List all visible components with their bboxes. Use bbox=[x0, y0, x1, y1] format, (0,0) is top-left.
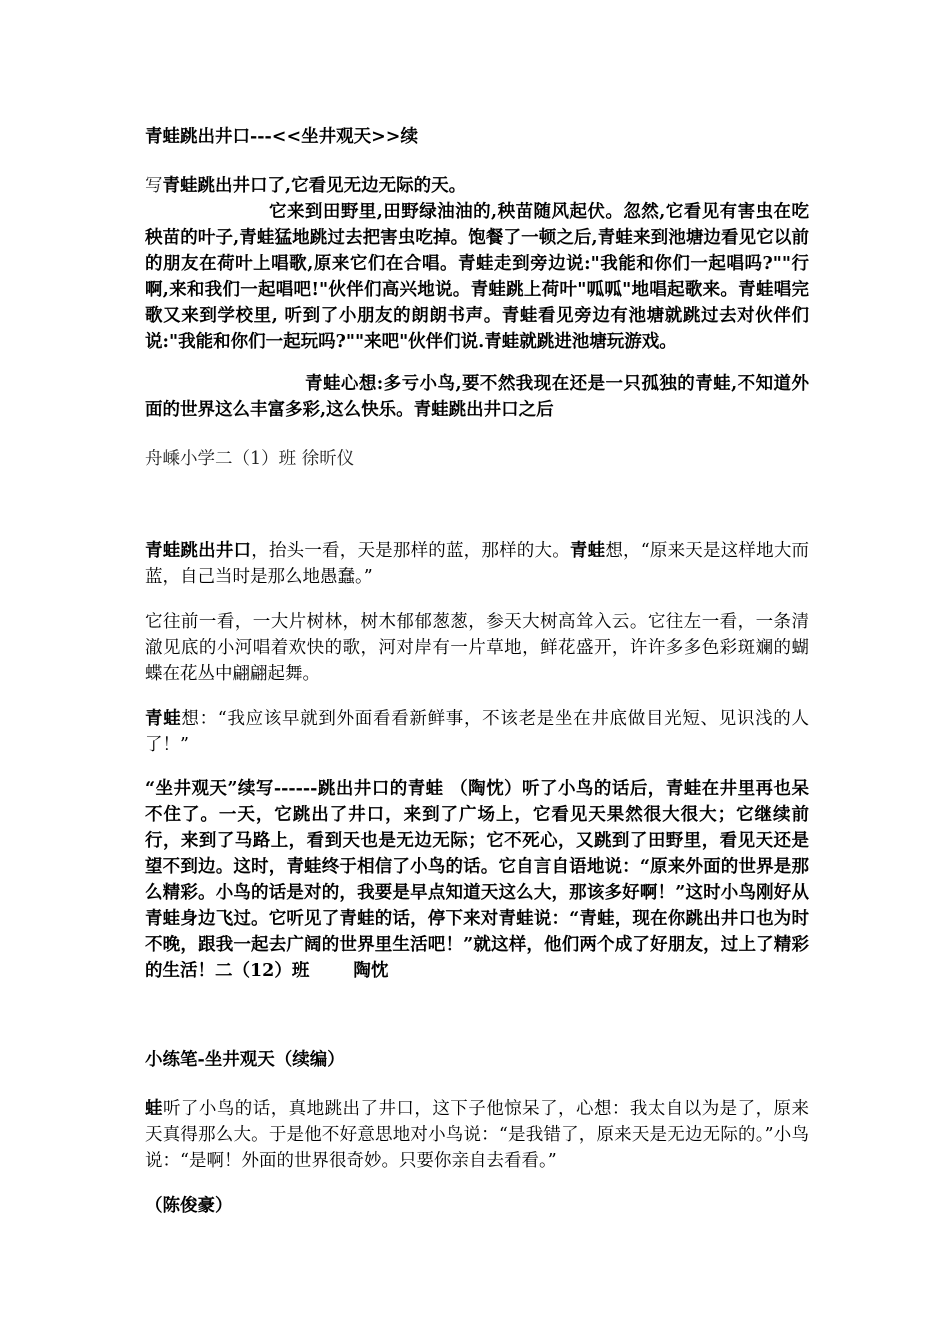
section2-p3-rest: 想：“我应该早就到外面看看新鲜事，不该老是坐在井底做目光短、见识浅的人了！” bbox=[145, 709, 810, 755]
section4-paragraph bbox=[145, 1096, 809, 1174]
section2-p1-bold: 青蛙跳出井口 bbox=[145, 541, 252, 561]
section1-paragraph-1: 它来到田野里,田野绿油油的,秧苗随风起伏。忽然,它看见有害虫在吃秧苗的叶子,青蛙猛地跳过去把害虫吃掉。饱餐了一顿之后,青蛙来到池塘边看见它以前的朋友在荷叶上唱歌,原来它们在合唱。青蛙走到旁边说:"我能和你们一起唱吗?""行啊,来和我们一起唱吧!"伙伴们高兴地说。青蛙跳上荷叶"呱呱"地唱起歌来。青蛙唱完歌又来到学校里, 听到了小朋友的朗朗书声。青蛙看见旁边有池塘就跳过去对伙伴们说:"我能和你们一起玩吗?""来吧"伙伴们说.青蛙就跳进池塘玩游戏。 bbox=[145, 202, 809, 352]
section4-author: （陈俊豪） bbox=[145, 1196, 233, 1216]
section1-paragraph-2: 青蛙心想:多亏小鸟,要不然我现在还是一只孤独的青蛙,不知道外面的世界这么丰富多彩,这么快乐。青蛙跳出井口之后 bbox=[145, 374, 809, 420]
section4-p1-rest: 听了小鸟的话，真地跳出了井口，这下子他惊呆了，心想：我太自以为是了，原来天真得那么大。于是他不好意思地对小鸟说：“是我错了，原来天是无边无际的。”小鸟说：“是啊！外面的世界很奇妙。只要你亲自去看看。” bbox=[145, 1099, 810, 1171]
section2-p3-bold: 青蛙 bbox=[145, 709, 182, 729]
section3-signature: 陶忱 bbox=[353, 961, 389, 981]
section1-title: 青蛙跳出井口---<<坐井观天>>续 bbox=[145, 127, 418, 147]
section2-paragraph-1 bbox=[145, 538, 809, 590]
section1-first-line bbox=[145, 173, 809, 199]
section2-paragraph-3 bbox=[145, 706, 809, 758]
section2-paragraph-2: 它往前一看，一大片树林，树木郁郁葱葱，参天大树高耸入云。它往左一看，一条清澈见底的小河唱着欢快的歌，河对岸有一片草地，鲜花盛开，许许多多色彩斑斓的蝴蝶在花丛中翩翩起舞。 bbox=[145, 612, 809, 684]
section4-title: 小练笔-坐井观天（续编） bbox=[145, 1050, 345, 1070]
section1-first-line-text: 青蛙跳出井口了,它看见无边无际的天。 bbox=[162, 176, 467, 196]
section2-p1-bold2: 青蛙 bbox=[569, 541, 606, 561]
section2-p1-rest: 想，“原来天是这样地大而蓝，自己当时是那么地愚蠢。” bbox=[145, 541, 810, 587]
section3-paragraph bbox=[145, 776, 809, 984]
section4-p1-bold: 蛙 bbox=[145, 1099, 163, 1119]
section3-text: “坐井观天”续写------跳出井口的青蛙 （陶忱）听了小鸟的话后，青蛙在井里再也呆不住了。一天，它跳出了井口，来到了广场上，它看见天果然很大很大；它继续前行，来到了马路上，看到天也是无边无际；它不死心，又跳到了田野里，看见天还是望不到边。这时，青蛙终于相信了小鸟的话。它自言自语地说：“原来外面的世界是那么精彩。小鸟的话是对的，我要是早点知道天这么大，那该多好啊！”这时小鸟刚好从青蛙身边飞过。它听见了青蛙的话，停下来对青蛙说：“青蛙，现在你跳出井口也为时不晚，跟我一起去广阔的世界里生活吧！”就这样，他们两个成了好朋友，过上了精彩的生活！二（12）班 bbox=[145, 779, 809, 981]
section1-first-line-prefix: 写 bbox=[145, 176, 163, 196]
section2-p1-mid: ，抬头一看，天是那样的蓝，那样的大。 bbox=[251, 541, 570, 561]
section1-author: 舟嵊小学二（1）班 徐昕仪 bbox=[145, 449, 355, 469]
